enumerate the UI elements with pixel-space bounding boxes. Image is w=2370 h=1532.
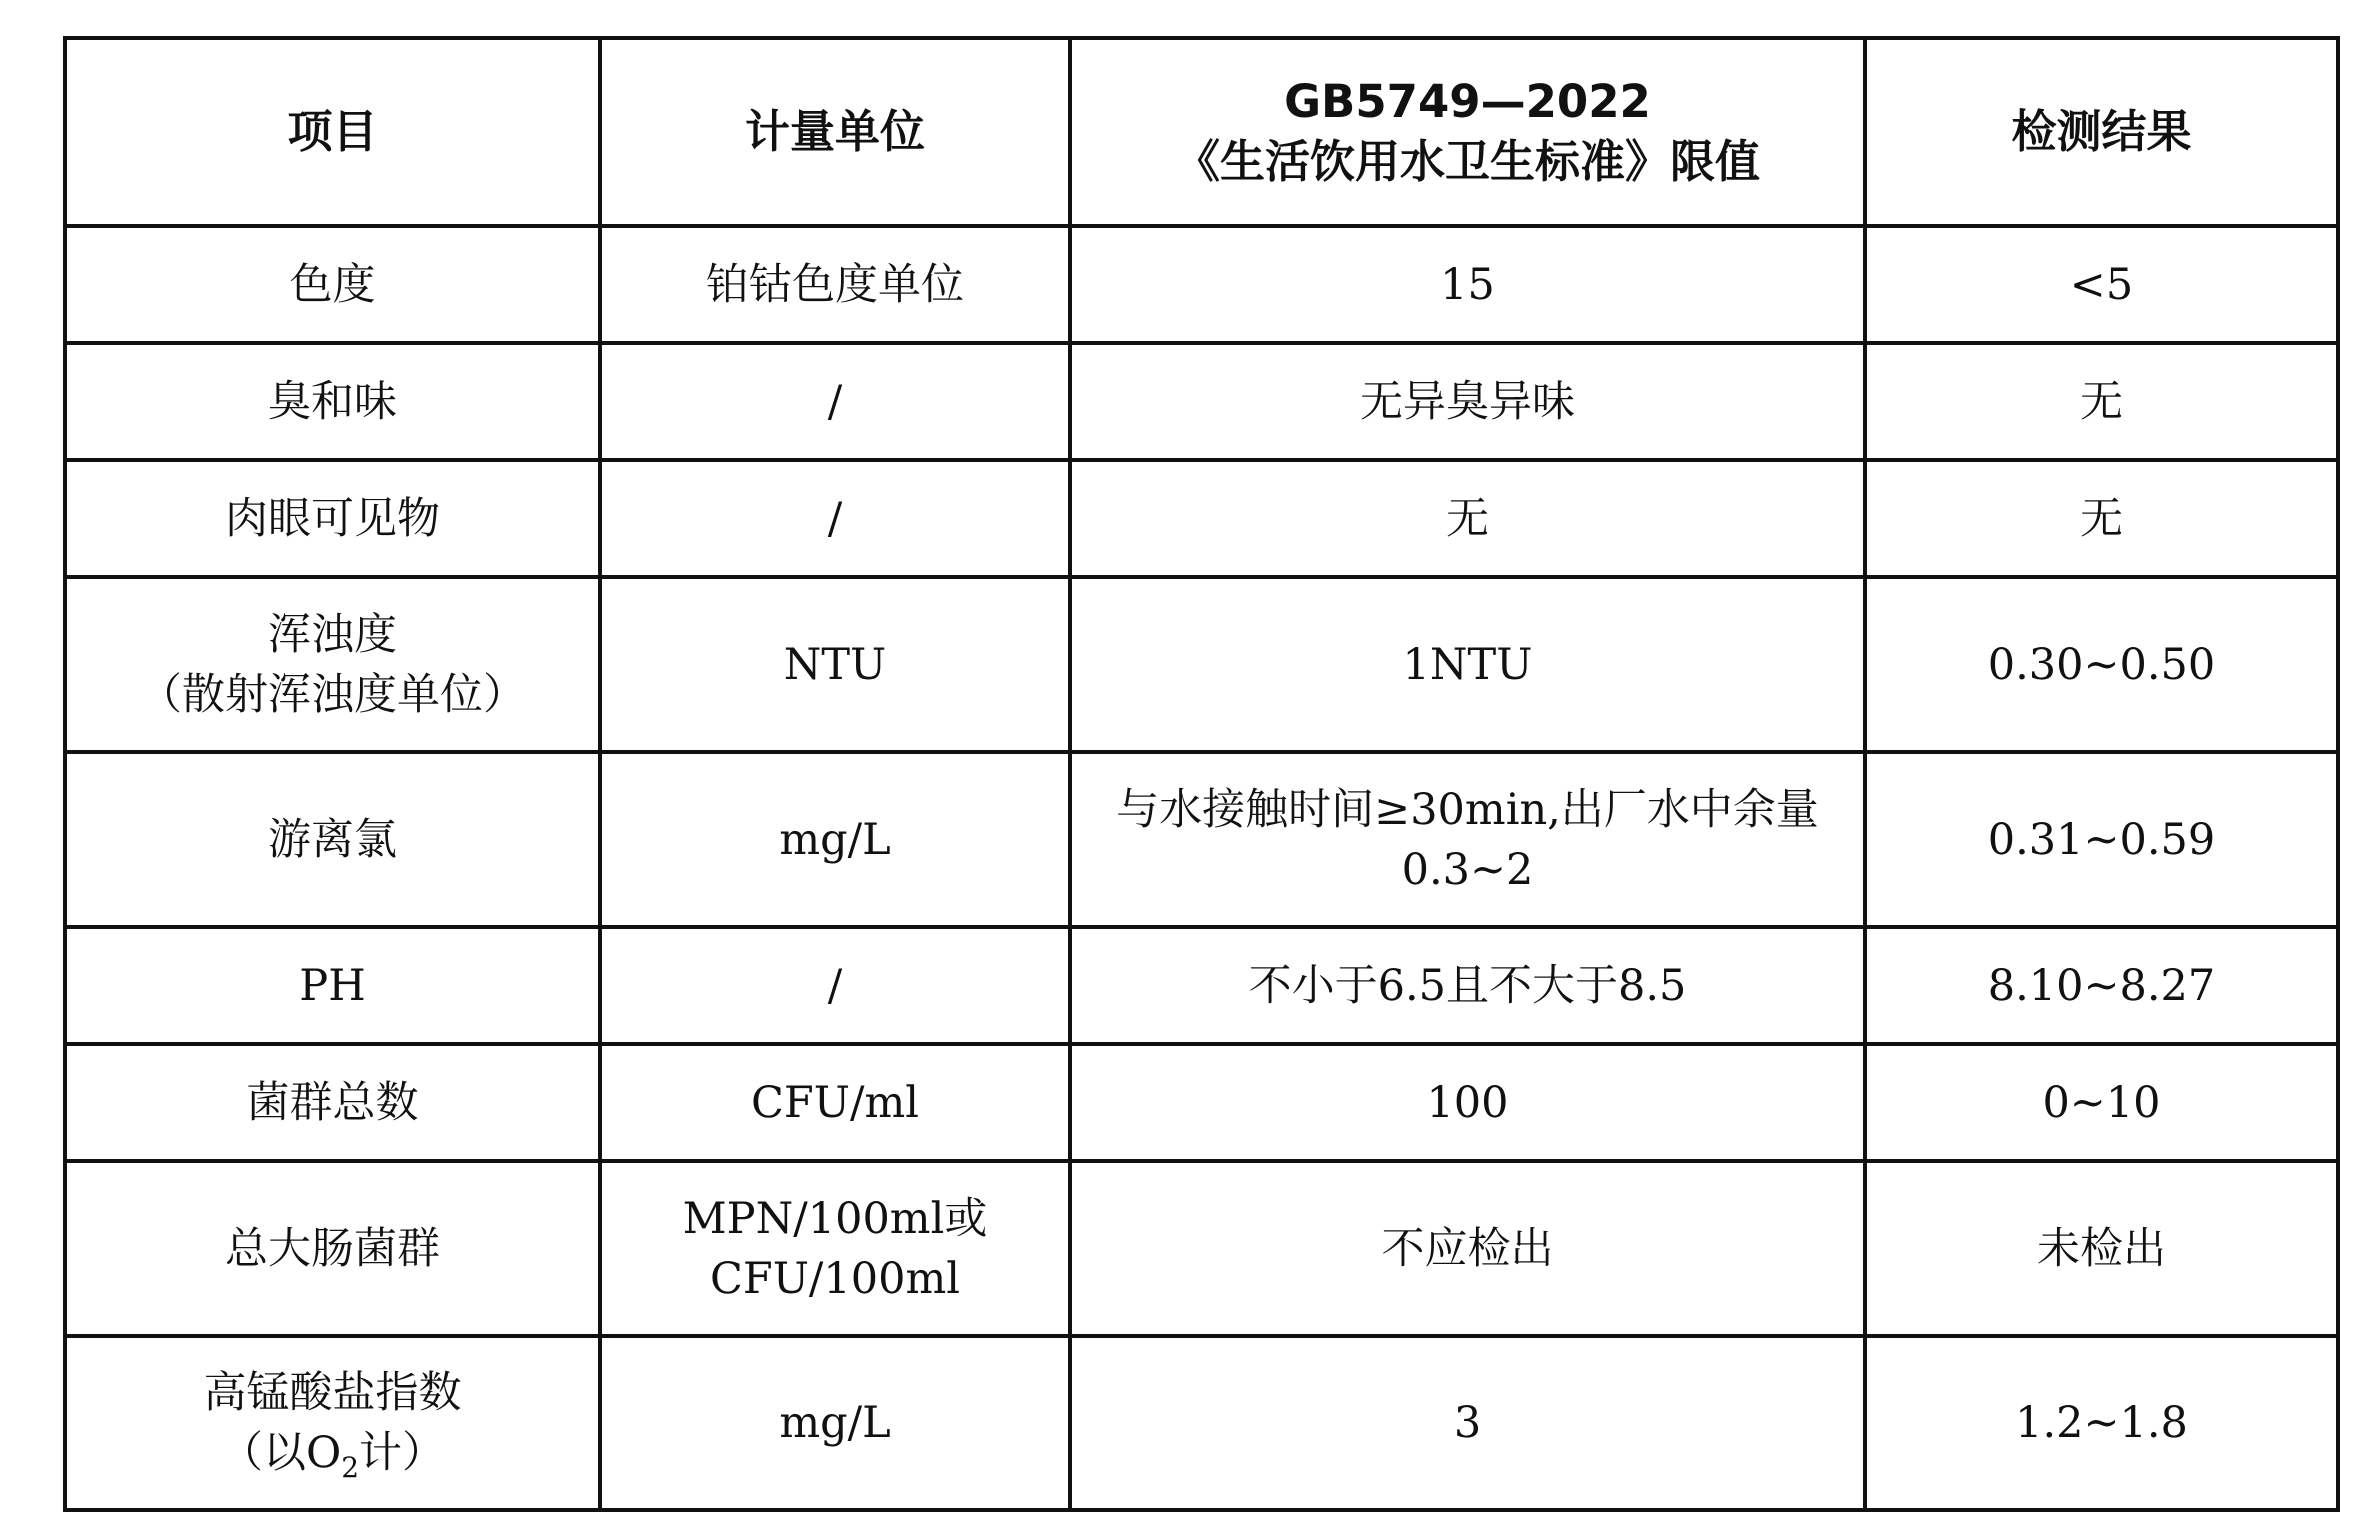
cell-unit-main: MPN/100ml或 — [682, 1193, 988, 1244]
cell-item — [65, 1336, 600, 1510]
cell-unit — [600, 1161, 1070, 1336]
cell-item-main: 高锰酸盐指数 — [203, 1368, 462, 1418]
cell-limit: 100 — [1070, 1044, 1865, 1161]
cell-unit: / — [600, 343, 1070, 460]
cell-unit-alt: CFU/100ml — [709, 1253, 961, 1304]
cell-limit: 无 — [1070, 460, 1865, 577]
header-standard-limit — [1070, 38, 1865, 226]
water-quality-table — [63, 36, 2340, 1512]
header-unit: 计量单位 — [600, 38, 1070, 226]
header-standard-code: GB5749—2022 — [1284, 75, 1651, 128]
table-row — [65, 927, 2338, 1044]
table-row — [65, 1161, 2338, 1336]
report-sheet — [63, 36, 2336, 1508]
table-row — [65, 1336, 2338, 1510]
cell-item: 色度 — [65, 226, 600, 343]
cell-unit: / — [600, 460, 1070, 577]
cell-limit: 不小于6.5且不大于8.5 — [1070, 927, 1865, 1044]
cell-unit: CFU/ml — [600, 1044, 1070, 1161]
cell-limit: 不应检出 — [1070, 1161, 1865, 1336]
cell-item-main: 浑浊度 — [268, 609, 397, 660]
cell-limit — [1070, 752, 1865, 927]
cell-item — [65, 577, 600, 752]
cell-limit: 3 — [1070, 1336, 1865, 1510]
cell-item-note: （散射浑浊度单位） — [139, 669, 526, 720]
cell-result: 无 — [1865, 460, 2338, 577]
cell-result: 8.10~8.27 — [1865, 927, 2338, 1044]
cell-item: 总大肠菌群 — [65, 1161, 600, 1336]
cell-result: 0.30~0.50 — [1865, 577, 2338, 752]
table-row — [65, 460, 2338, 577]
cell-result: 0.31~0.59 — [1865, 752, 2338, 927]
table-row — [65, 343, 2338, 460]
cell-item: 肉眼可见物 — [65, 460, 600, 577]
cell-result: 1.2~1.8 — [1865, 1336, 2338, 1510]
table-row — [65, 1044, 2338, 1161]
cell-unit: / — [600, 927, 1070, 1044]
cell-result: 未检出 — [1865, 1161, 2338, 1336]
cell-unit: 铂钴色度单位 — [600, 226, 1070, 343]
cell-unit: NTU — [600, 577, 1070, 752]
cell-item: 菌群总数 — [65, 1044, 600, 1161]
cell-result: 0~10 — [1865, 1044, 2338, 1161]
cell-limit-value: 0.3~2 — [1401, 844, 1534, 895]
table-row — [65, 226, 2338, 343]
cell-limit-main: 与水接触时间≥30min,出厂水中余量 — [1116, 784, 1819, 835]
cell-item: 游离氯 — [65, 752, 600, 927]
table-row — [65, 752, 2338, 927]
header-item: 项目 — [65, 38, 600, 226]
cell-unit: mg/L — [600, 1336, 1070, 1510]
cell-result: 无 — [1865, 343, 2338, 460]
cell-unit: mg/L — [600, 752, 1070, 927]
cell-item-note: （以$O_2$计） — [219, 1428, 446, 1484]
table-row — [65, 577, 2338, 752]
cell-limit: 15 — [1070, 226, 1865, 343]
header-row — [65, 38, 2338, 226]
header-result: 检测结果 — [1865, 38, 2338, 226]
cell-item: PH — [65, 927, 600, 1044]
header-standard-name: 《生活饮用水卫生标准》限值 — [1174, 135, 1760, 188]
cell-item: 臭和味 — [65, 343, 600, 460]
cell-result: <5 — [1865, 226, 2338, 343]
cell-limit: 1NTU — [1070, 577, 1865, 752]
cell-limit: 无异臭异味 — [1070, 343, 1865, 460]
